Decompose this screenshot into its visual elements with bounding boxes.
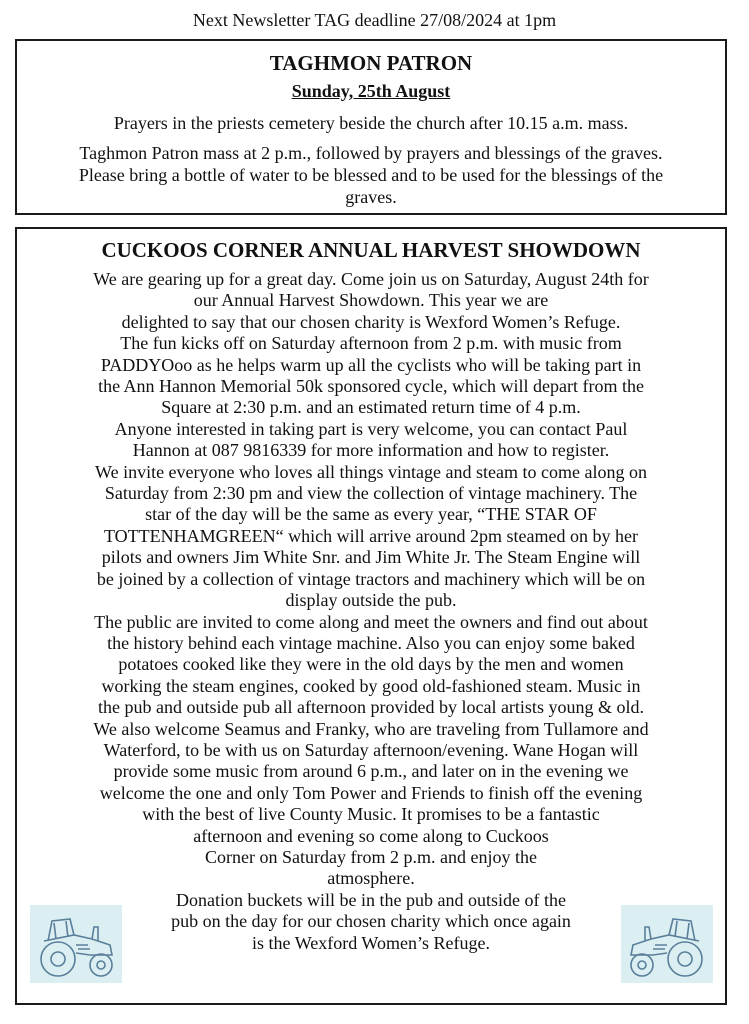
harvest-line: display outside the pub. xyxy=(285,590,457,611)
patron-line: Taghmon Patron mass at 2 p.m., followed by prayers and blessings of the graves. xyxy=(79,143,663,163)
harvest-line: provide some music from around 6 p.m., and later on in the evening we xyxy=(113,761,629,782)
harvest-showdown-box xyxy=(15,227,727,1005)
harvest-line: TOTTENHAMGREEN“ which will arrive around 2pm steamed on by her xyxy=(103,525,639,546)
vintage-tractor-icon xyxy=(30,905,122,983)
harvest-line: PADDYOoo as he helps warm up all the cyclists who will be taking part in xyxy=(100,354,642,375)
harvest-line: the Ann Hannon Memorial 50k sponsored cycle, which will depart from the xyxy=(98,376,644,397)
harvest-line: Anyone interested in taking part is very welcome, you can contact Paul xyxy=(114,418,628,439)
harvest-line: star of the day will be the same as every year, “THE STAR OF xyxy=(145,504,597,525)
harvest-line: the pub and outside pub all afternoon provided by local artists young & old. xyxy=(98,697,644,718)
harvest-line: is the Wexford Women’s Refuge. xyxy=(252,932,490,953)
patron-line: graves. xyxy=(345,187,397,207)
harvest-line: working the steam engines, cooked by good old-fashioned steam. Music in xyxy=(101,675,641,696)
harvest-line: welcome the one and only Tom Power and Friends to finish off the evening xyxy=(99,782,643,803)
harvest-line: Hannon at 087 9816339 for more information and how to register. xyxy=(132,440,610,461)
taghmon-patron-box xyxy=(15,39,727,215)
harvest-title: CUCKOOS CORNER ANNUAL HARVEST SHOWDOWN xyxy=(101,238,641,262)
patron-paragraph-2 xyxy=(17,142,725,208)
harvest-line: The public are invited to come along and meet the owners and find out about xyxy=(94,611,648,632)
harvest-line: Square at 2:30 p.m. and an estimated return time of 4 p.m. xyxy=(161,397,581,418)
harvest-line: We are gearing up for a great day. Come join us on Saturday, August 24th for xyxy=(93,269,649,289)
harvest-line: the history behind each vintage machine. Also you can enjoy some baked xyxy=(107,632,635,653)
harvest-line: with the best of live County Music. It promises to be a fantastic xyxy=(142,804,600,825)
harvest-line: Donation buckets will be in the pub and outside of the xyxy=(176,889,566,910)
harvest-line: Corner on Saturday from 2 p.m. and enjoy the xyxy=(205,846,537,867)
patron-line: Please bring a bottle of water to be blessed and to be used for the blessings of the xyxy=(78,165,664,185)
harvest-line: afternoon and evening so come along to Cuckoos xyxy=(193,825,549,846)
harvest-line: The fun kicks off on Saturday afternoon from 2 p.m. with music from xyxy=(120,333,622,354)
patron-title: TAGHMON PATRON xyxy=(269,51,473,75)
harvest-line: We invite everyone who loves all things vintage and steam to come along on xyxy=(95,461,647,482)
harvest-line: Waterford, to be with us on Saturday afternoon/evening. Wane Hogan will xyxy=(103,739,639,760)
patron-date: Sunday, 25th August xyxy=(291,81,451,101)
harvest-line: We also welcome Seamus and Franky, who are traveling from Tullamore and xyxy=(93,718,649,739)
patron-paragraph-1: Prayers in the priests cemetery beside the church after 10.15 a.m. mass. xyxy=(113,113,629,133)
harvest-line: delighted to say that our chosen charity is Wexford Women’s Refuge. xyxy=(121,311,621,332)
harvest-line: be joined by a collection of vintage tractors and machinery which will be on xyxy=(96,568,646,589)
newsletter-deadline: Next Newsletter TAG deadline 27/08/2024 at 1pm xyxy=(192,10,557,30)
vintage-tractor-icon xyxy=(621,905,713,983)
harvest-line: potatoes cooked like they were in the old days by the men and women xyxy=(118,654,624,675)
harvest-line: Saturday from 2:30 pm and view the collection of vintage machinery. The xyxy=(104,483,638,504)
harvest-line: pilots and owners Jim White Snr. and Jim White Jr. The Steam Engine will xyxy=(101,547,641,568)
harvest-line: atmosphere. xyxy=(327,868,415,889)
harvest-body xyxy=(17,269,725,954)
harvest-line: our Annual Harvest Showdown. This year we are xyxy=(193,290,549,311)
harvest-line: pub on the day for our chosen charity which once again xyxy=(171,911,571,932)
